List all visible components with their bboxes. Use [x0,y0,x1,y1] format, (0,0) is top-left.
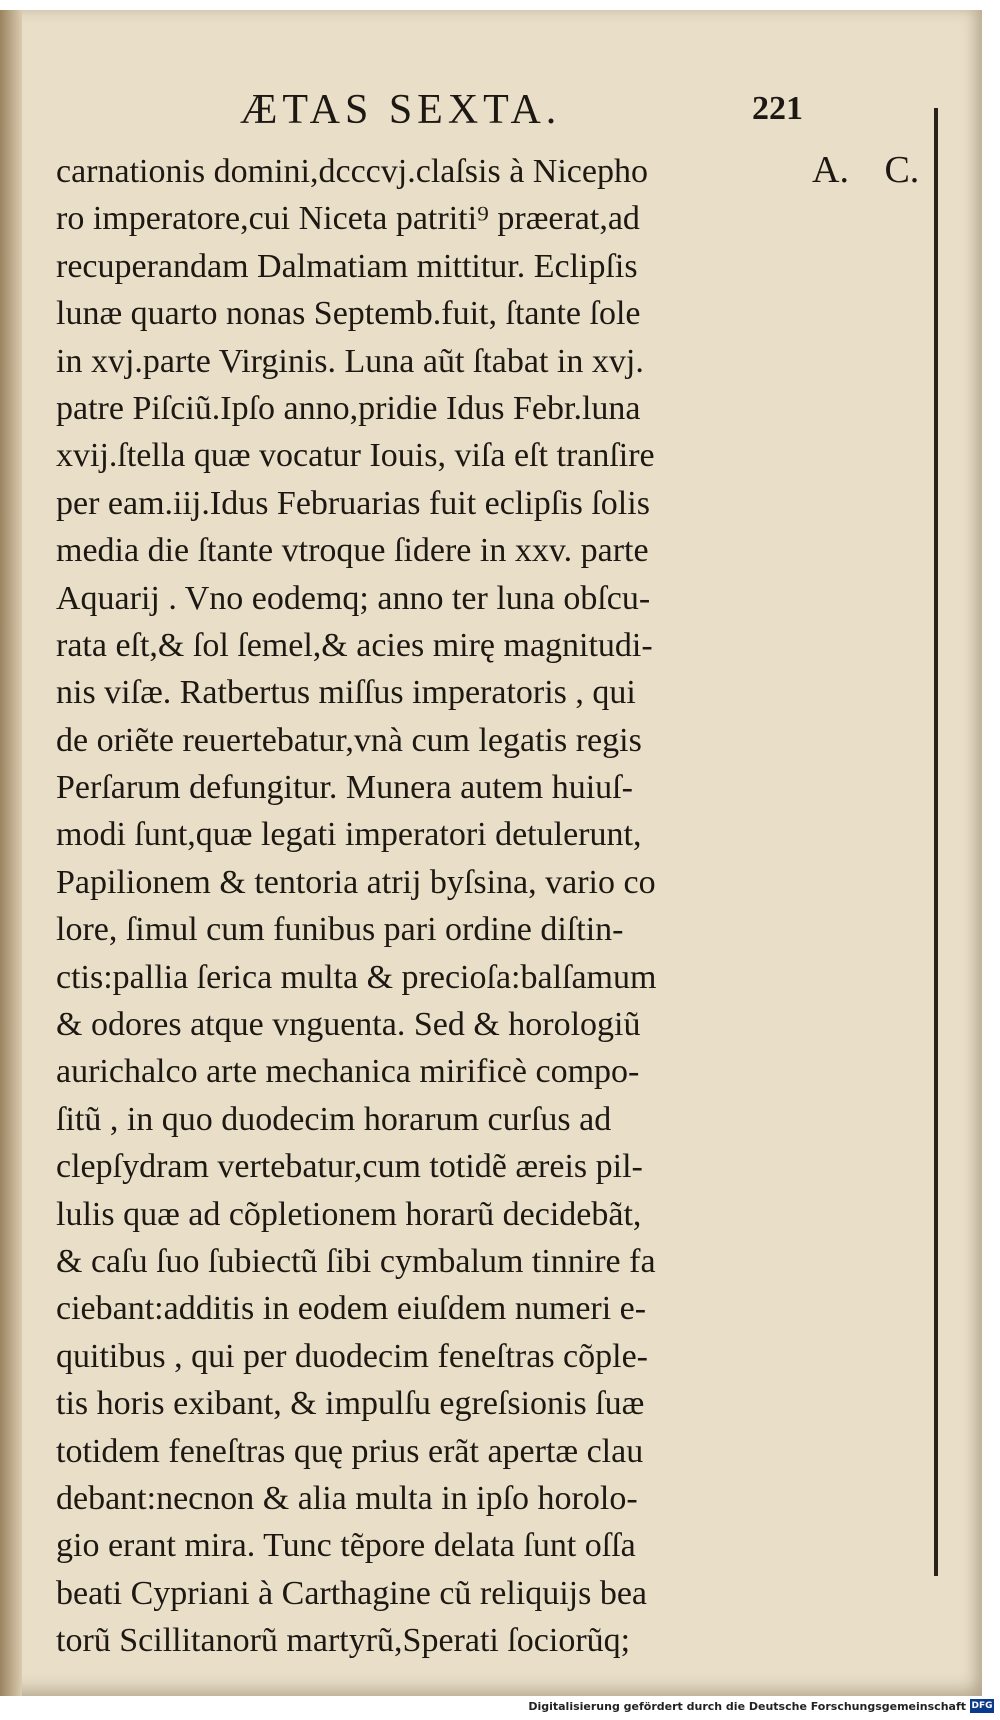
text-line: rata eſt,& ſol ſemel,& acies mirę magnitudi- [56,626,653,664]
text-line: xvij.ſtella quæ vocatur Iouis, viſa eſt tranſire [56,437,655,475]
body-text [56,148,826,1665]
text-line: lulis quæ ad cõpletionem horarũ decidebãt, [56,1195,642,1233]
dfg-logo: DFG [971,1701,993,1711]
digitization-footer [0,1696,1000,1720]
text-line: recuperandam Dalmatiam mittitur. Eclipſis [56,247,638,285]
text-line: ciebant:additis in eodem eiuſdem numeri e- [56,1290,647,1328]
text-line: & odores atque vnguenta. Sed & horologiũ [56,1006,641,1044]
text-line: Aquarij . Vno eodemq; anno ter luna obſcu- [56,579,651,617]
text-line: & caſu ſuo ſubiectũ ſibi cymbalum tinnire fa [56,1242,656,1280]
running-title: ÆTAS SEXTA. [240,87,562,133]
text-line: ctis:pallia ſerica multa & precioſa:balſamum [56,958,657,996]
book-page [0,10,982,1696]
text-line: per eam.iij.Idus Februarias fuit eclipſis ſolis [56,484,650,522]
text-line: patre Piſciũ.Ipſo anno,pridie Idus Febr.luna [56,389,641,427]
text-line: media die ſtante vtroque ſidere in xxv. parte [56,532,649,570]
text-line: ro imperatore,cui Niceta patriti⁹ præerat,ad [56,200,640,238]
text-line: torũ Scillitanorũ martyrũ,Sperati ſociorũq; [56,1622,631,1660]
text-line: lore, ſimul cum funibus pari ordine diſtin- [56,911,624,949]
text-line: aurichalco arte mechanica mirificè compo- [56,1053,640,1091]
text-line: modi ſunt,quæ legati imperatori detulerunt, [56,816,642,854]
page-gutter [0,10,22,1696]
margin-note: A. C. [812,149,920,191]
text-line: Perſarum defungitur. Munera autem huiuſ- [56,769,633,807]
page-header [0,86,982,142]
text-line: gio erant mira. Tunc tẽpore delata ſunt oſſa [56,1527,636,1565]
text-line: ſitũ , in quo duodecim horarum curſus ad [56,1100,612,1138]
text-line: carnationis domini,dcccvj.claſsis à Nicepho [56,153,648,190]
text-line: debant:necnon & alia multa in ipſo horolo- [56,1479,638,1517]
text-line: totidem feneſtras quę prius erãt apertæ clau [56,1432,644,1470]
text-line: tis horis exibant, & impulſu egreſsionis ſuæ [56,1385,645,1423]
text-line: lunæ quarto nonas Septemb.fuit, ſtante ſole [56,295,641,333]
text-line: beati Cypriani à Carthagine cũ reliquijs bea [56,1574,648,1612]
text-line: in xvj.parte Virginis. Luna aũt ſtabat in xvj. [56,342,644,380]
margin-rule [934,108,938,1576]
text-line: clepſydram vertebatur,cum totidẽ æreis pil- [56,1148,643,1186]
text-line: Papilionem & tentoria atrij byſsina, vario co [56,863,656,901]
text-line: quitibus , qui per duodecim feneſtras cõple- [56,1337,648,1375]
page-number: 221 [752,90,803,127]
funding-credit: Digitalisierung gefördert durch die Deutsche Forschungsgemeinschaft [528,1700,966,1713]
text-line: nis viſæ. Ratbertus miſſus imperatoris , qui [56,674,636,712]
text-line: de oriẽte reuertebatur,vnà cum legatis regis [56,721,642,759]
